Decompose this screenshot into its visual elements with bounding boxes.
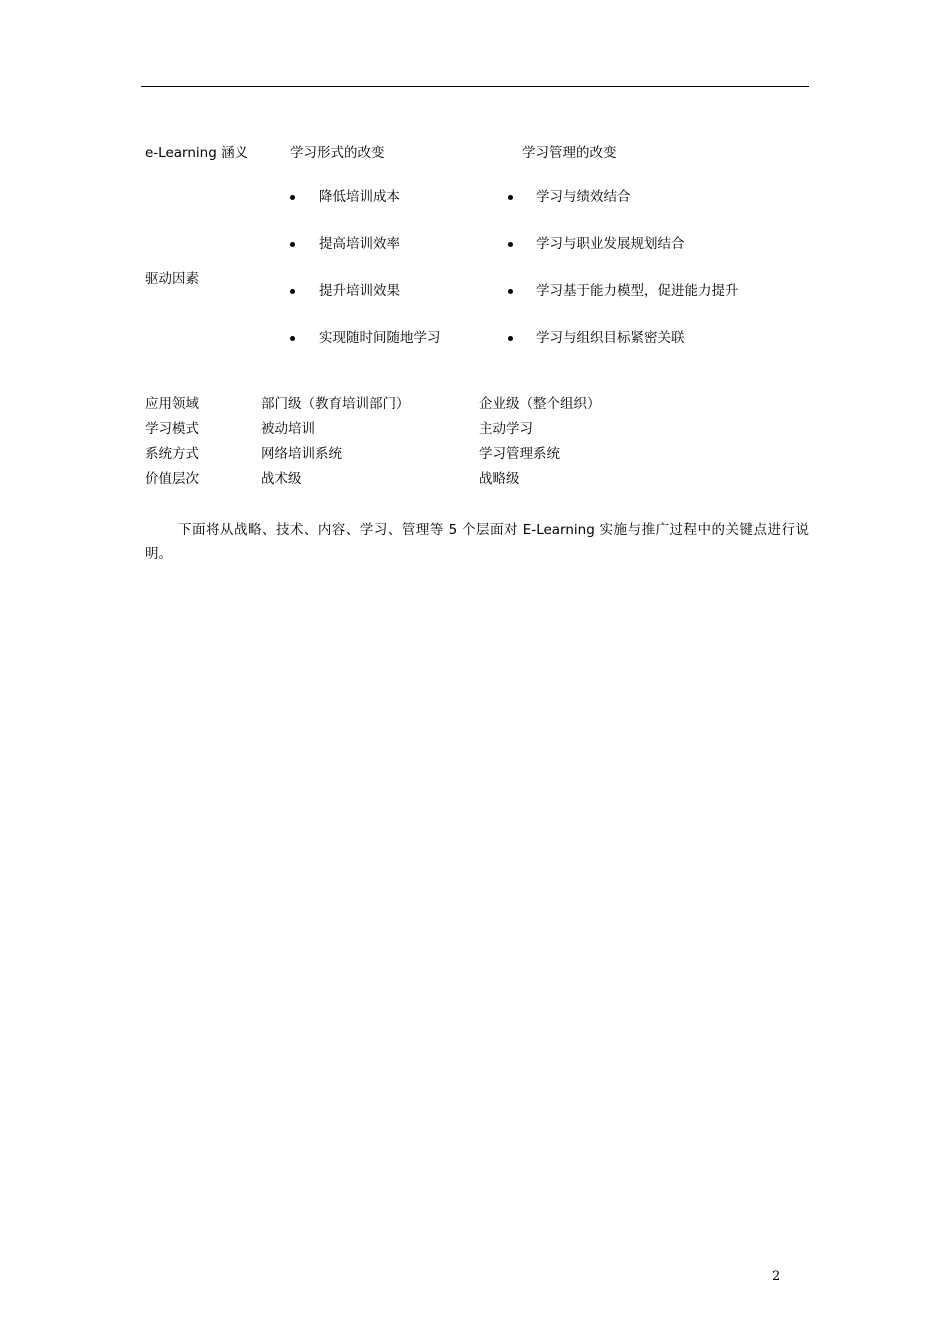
header-rule: [141, 86, 809, 87]
row-col2-value: 战略级: [479, 471, 520, 487]
row-label-application: 应用领域: [145, 396, 199, 412]
bullet-icon: [290, 195, 295, 200]
col2-heading: 学习管理的改变: [522, 145, 617, 161]
page-number: 2: [772, 1269, 781, 1284]
bullet-icon: [508, 289, 513, 294]
driver-item-col1: 实现随时间随地学习: [319, 330, 441, 346]
bullet-icon: [508, 195, 513, 200]
row-col2-system: 学习管理系统: [479, 446, 560, 462]
driver-item-col1: 提升培训效果: [319, 283, 400, 299]
row-col1-learning-mode: 被动培训: [261, 421, 315, 437]
row-col2-application: 企业级（整个组织）: [479, 396, 601, 412]
bullet-icon: [290, 336, 295, 341]
bullet-icon: [508, 336, 513, 341]
driver-item-col1: 降低培训成本: [319, 189, 400, 205]
row-col1-application: 部门级（教育培训部门）: [261, 396, 410, 412]
col1-heading: 学习形式的改变: [290, 145, 385, 161]
row-label-drivers: 驱动因素: [145, 271, 199, 287]
body-paragraph: 下面将从战略、技术、内容、学习、管理等 5 个层面对 E-Learning 实施与推广过程中的关键点进行说明。: [145, 522, 809, 562]
driver-item-col2: 学习与职业发展规划结合: [536, 236, 685, 252]
row-label-learning-mode: 学习模式: [145, 421, 199, 437]
row-col1-system: 网络培训系统: [261, 446, 342, 462]
row-label-system: 系统方式: [145, 446, 199, 462]
driver-item-col2: 学习与组织目标紧密关联: [536, 330, 685, 346]
row-col2-learning-mode: 主动学习: [479, 421, 533, 437]
row-label-value: 价值层次: [145, 471, 199, 487]
bullet-icon: [290, 242, 295, 247]
row-label-meaning: e-Learning 涵义: [145, 145, 249, 161]
bullet-icon: [508, 242, 513, 247]
row-col1-value: 战术级: [261, 471, 302, 487]
bullet-icon: [290, 289, 295, 294]
driver-item-col2: 学习基于能力模型，促进能力提升: [536, 283, 739, 299]
driver-item-col1: 提高培训效率: [319, 236, 400, 252]
driver-item-col2: 学习与绩效结合: [536, 189, 631, 205]
